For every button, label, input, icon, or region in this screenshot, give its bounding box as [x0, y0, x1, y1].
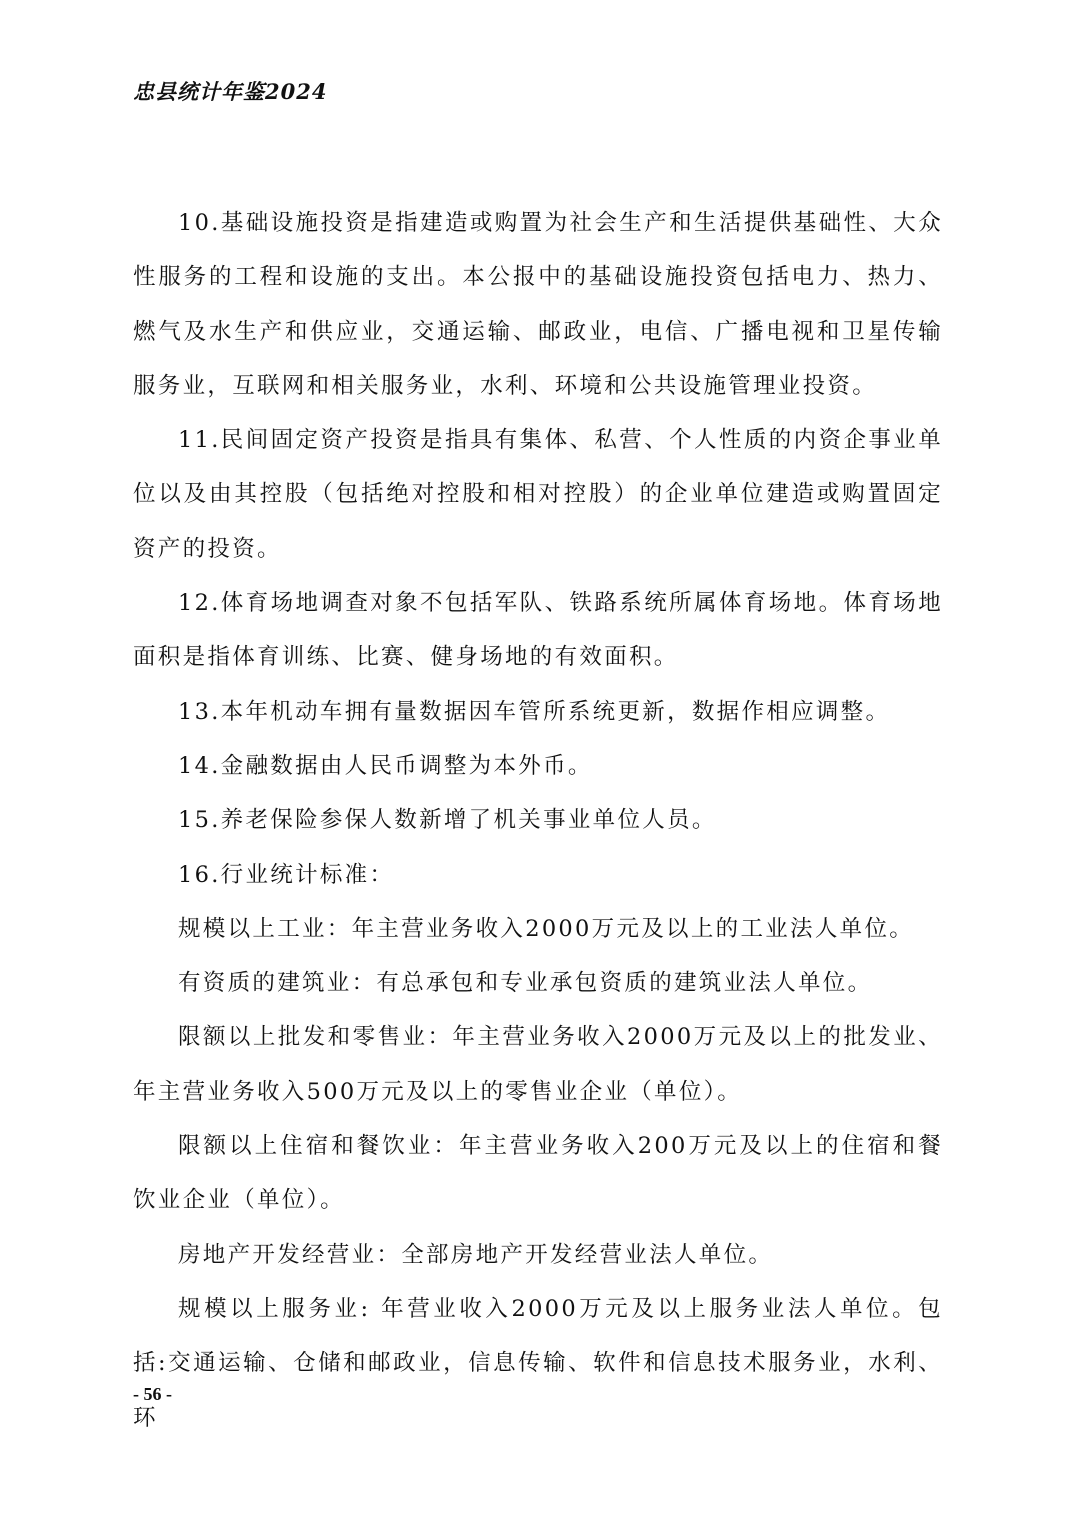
paragraph-accommodation-catering-standard: 限额以上住宿和餐饮业：年主营业务收入200万元及以上的住宿和餐饮业企业（单位）。: [133, 1133, 943, 1214]
body-text: [133, 196, 943, 1445]
paragraph-15: 15.养老保险参保人数新增了机关事业单位人员。: [178, 807, 717, 834]
paragraph-12: 12.体育场地调查对象不包括军队、铁路系统所属体育场地。体育场地面积是指体育训练、比赛、健身场地的有效面积。: [133, 590, 943, 671]
paragraph-services-standard: 规模以上服务业: 年营业收入2000万元及以上服务业法人单位。包括:交通运输、仓储和邮政业，信息传输、软件和信息技术服务业，水利、环: [133, 1295, 943, 1431]
paragraph-16: 16.行业统计标准：: [178, 861, 395, 888]
paragraph-real-estate-standard: 房地产开发经营业：全部房地产开发经营业法人单位。: [178, 1241, 774, 1268]
paragraph-industrial-standard: 规模以上工业：年主营业务收入2000万元及以上的工业法人单位。: [178, 915, 915, 942]
paragraph-10: 10.基础设施投资是指建造或购置为社会生产和生活提供基础性、大众性服务的工程和设施的支出。本公报中的基础设施投资包括电力、热力、燃气及水生产和供应业，交通运输、邮政业，电信、广播电视和卫星传输服务业，互联网和相关服务业，水利、环境和公共设施管理业投资。: [133, 210, 943, 399]
paragraph-14: 14.金融数据由人民币调整为本外币。: [178, 752, 593, 779]
paragraph-13: 13.本年机动车拥有量数据因车管所系统更新，数据作相应调整。: [178, 698, 891, 725]
paragraph-11: 11.民间固定资产投资是指具有集体、私营、个人性质的内资企事业单位以及由其控股（包括绝对控股和相对控股）的企业单位建造或购置固定资产的投资。: [133, 427, 943, 562]
running-header: 忠县统计年鉴2024: [133, 79, 328, 104]
page-number: - 56 -: [133, 1384, 172, 1404]
paragraph-wholesale-retail-standard: 限额以上批发和零售业：年主营业务收入2000万元及以上的批发业、年主营业务收入500万元及以上的零售业企业（单位）。: [133, 1024, 943, 1105]
paragraph-construction-standard: 有资质的建筑业：有总承包和专业承包资质的建筑业法人单位。: [178, 970, 873, 997]
